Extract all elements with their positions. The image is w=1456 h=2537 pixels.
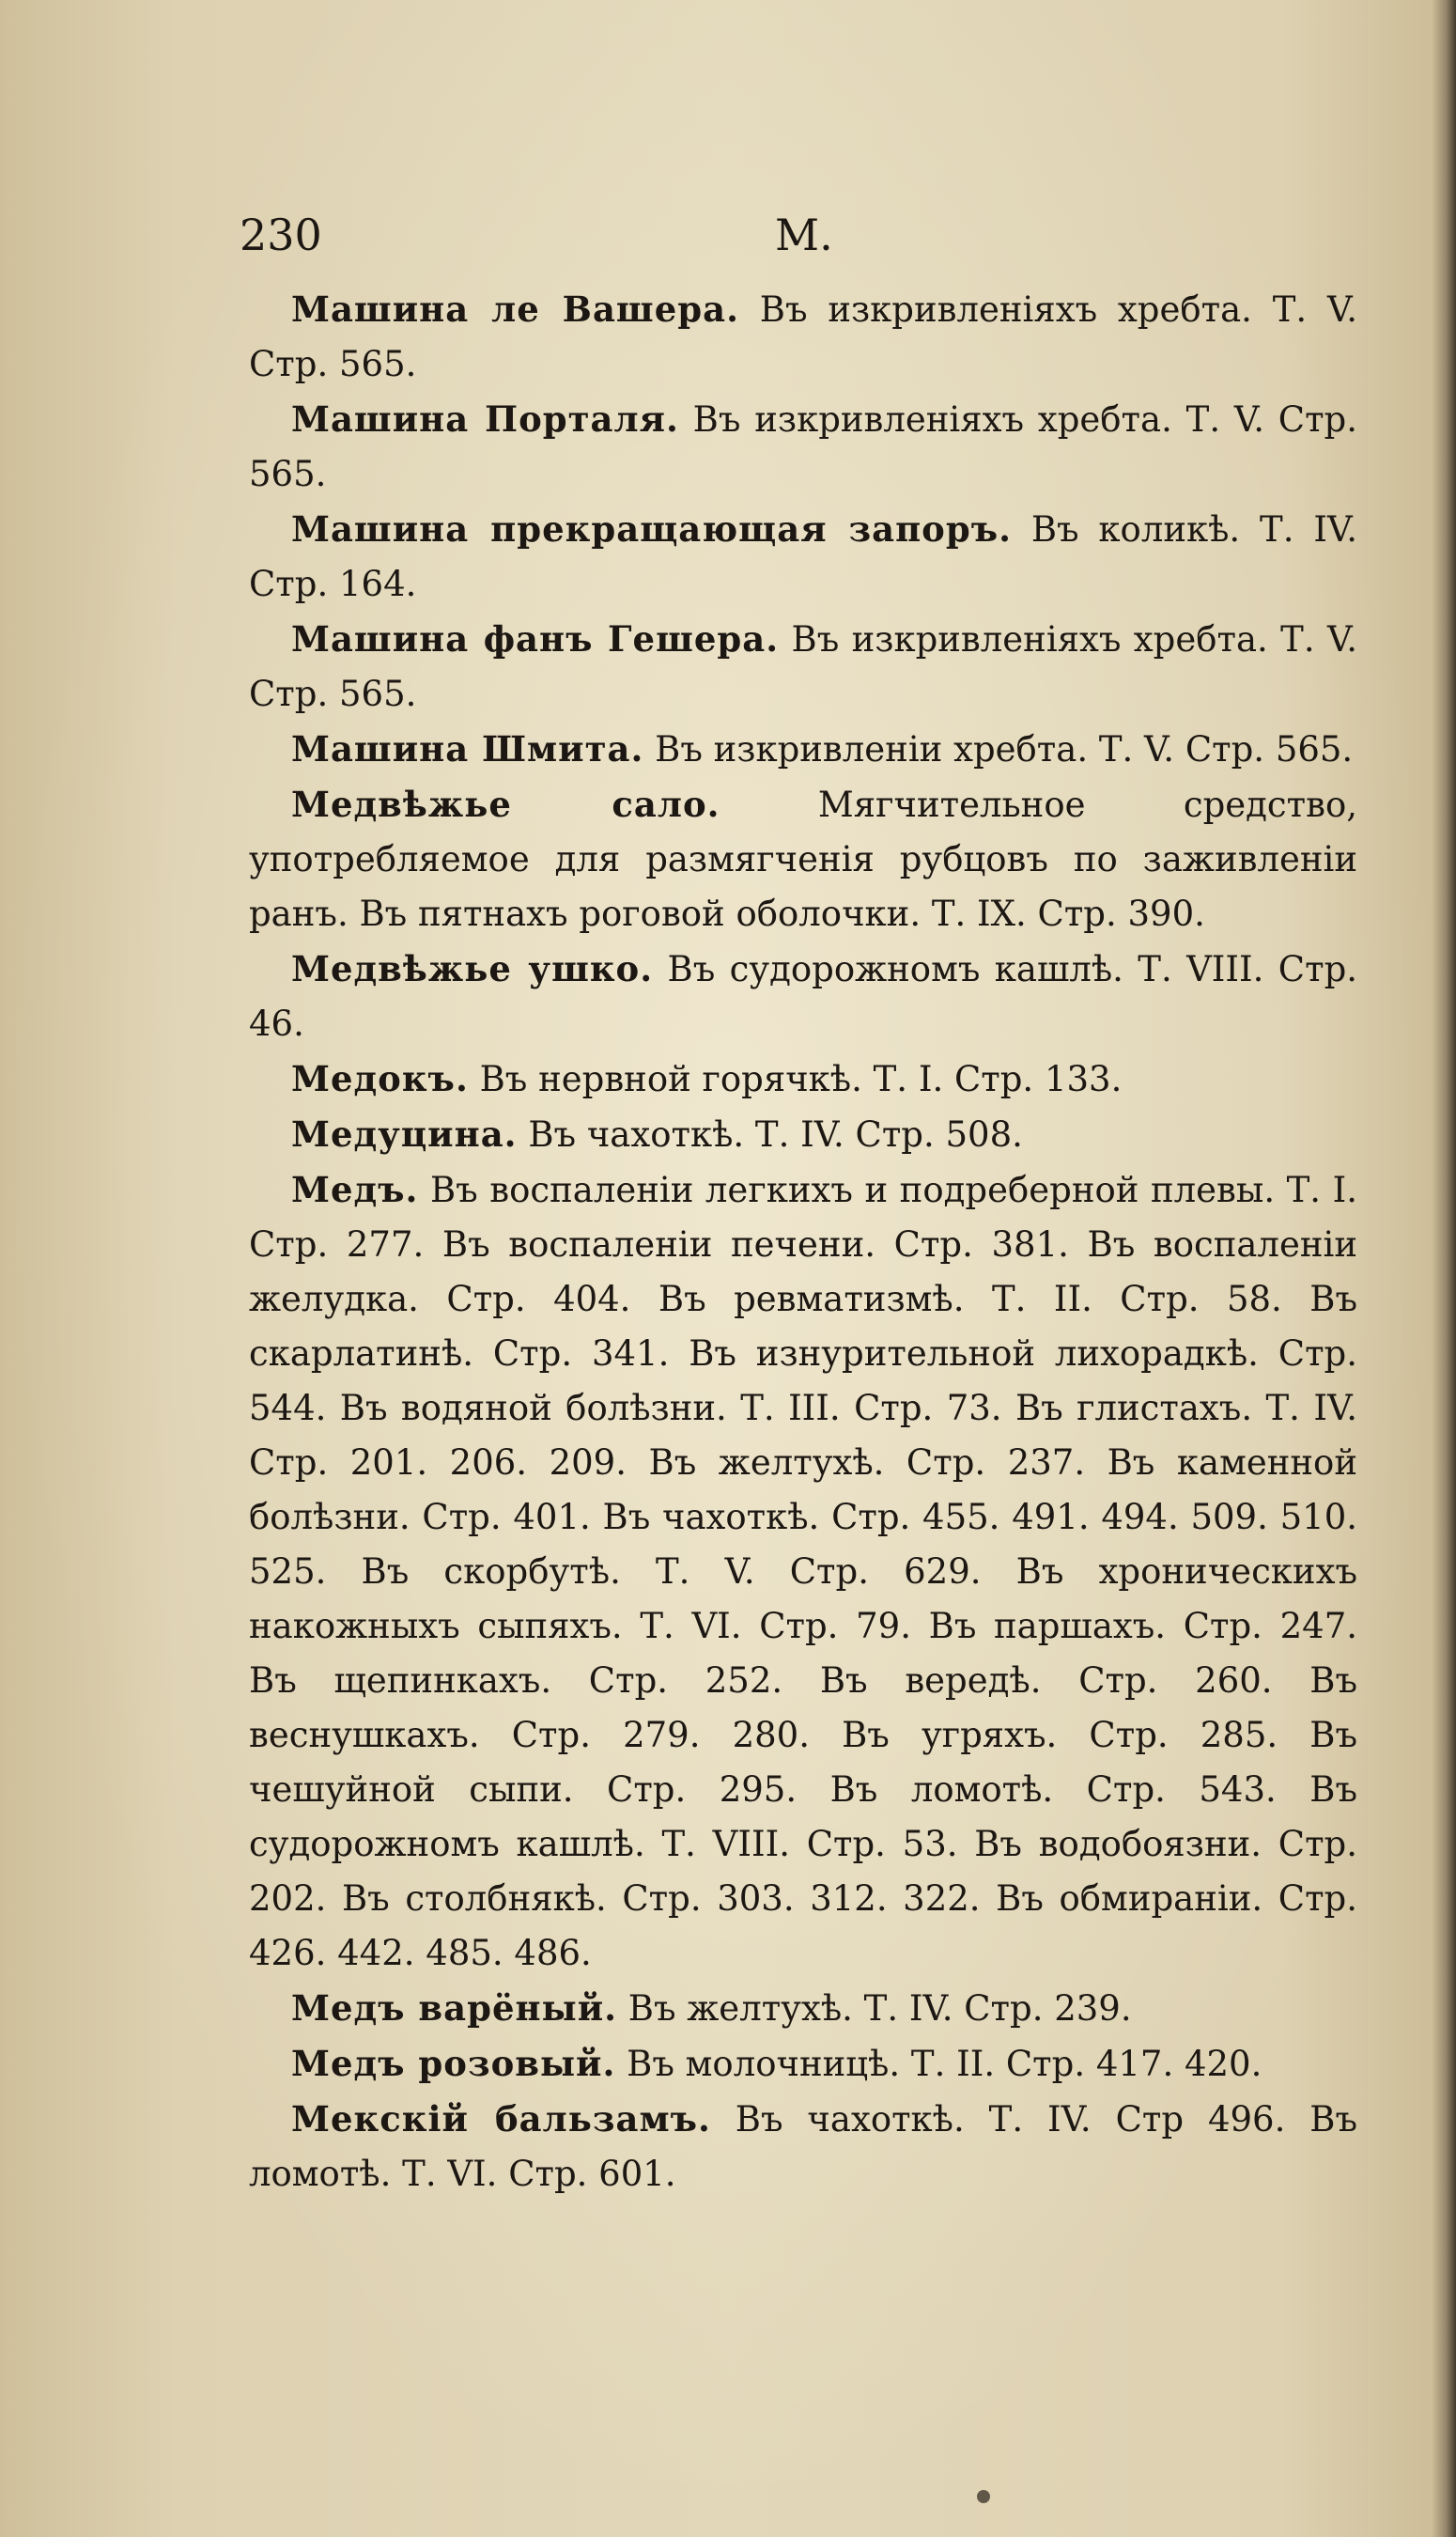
entry-text: Въ воспаленіи легкихъ и подреберной плевы. Т. I. Стр. 277. Въ воспаленіи печени. Стр. 381. Въ воспаленіи желудка. Стр. 404. Въ ревматизмѣ. Т. II. Стр. 58. Въ скарлатинѣ. Стр. 341. Въ изнурительной лихорадкѣ. Стр. 544. Въ водяной болѣзни. Т. III. Стр. 73. Въ глистахъ. Т. IV. Стр. 201. 206. 209. Въ желтухѣ. Стр. 237. Въ каменной болѣзни. Стр. 401. Въ чахоткѣ. Стр. 455. 491. 494. 509. 510. 525. Въ скорбутѣ. Т. V. Стр. 629. Въ хроническихъ накожныхъ сыпяхъ. Т. VI. Стр. 79. Въ паршахъ. Стр. 247. Въ щепинкахъ. Стр. 252. Въ вередѣ. Стр. 260. Въ веснушкахъ. Стр. 279. 280. Въ угряхъ. Стр. 285. Въ чешуйной сыпи. Стр. 295. Въ ломотѣ. Стр. 543. Въ судорожномъ кашлѣ. Т. VIII. Стр. 53. Въ водобоязни. Стр. 202. Въ столбнякѣ. Стр. 303. 312. 322. Въ обмираніи. Стр. 426. 442. 485. 486. — [249, 1170, 1357, 1973]
entry-text: Въ желтухѣ. Т. IV. Стр. 239. — [627, 1988, 1132, 2029]
entry-headword: Медвѣжье сало. — [291, 784, 720, 825]
entry-text: Мягчительное средство, употребляемое для размягченія рубцовъ по заживленіи ранъ. Въ пятнахъ роговой оболочки. Т. IX. Стр. 390. — [249, 785, 1357, 934]
entry-text: Въ изкривленіяхъ хребта. Т. V. Стр. 565. — [249, 289, 1357, 384]
index-entry — [249, 392, 1357, 502]
index-entry — [249, 942, 1357, 1051]
entry-text: Въ изкривленіи хребта. Т. V. Стр. 565. — [655, 729, 1354, 770]
entry-headword: Машина прекращающая запоръ. — [291, 508, 1012, 550]
running-head-letter: М. — [775, 210, 833, 260]
entry-headword: Машина ле Вашера. — [291, 288, 739, 330]
index-entry — [249, 777, 1357, 942]
index-entry — [249, 2092, 1357, 2202]
index-entry — [249, 1051, 1357, 1107]
ink-blot — [977, 2490, 990, 2503]
entry-headword: Медокъ. — [291, 1058, 469, 1099]
entry-text: Въ судорожномъ кашлѣ. Т. VIII. Стр. 46. — [249, 949, 1358, 1044]
entry-headword: Машина Шмита. — [291, 728, 644, 770]
entry-text: Въ чахоткѣ. Т. IV. Стр 496. Въ ломотѣ. Т. VI. Стр. 601. — [249, 2099, 1357, 2194]
entry-text: Въ изкривленіяхъ хребта. Т. V. Стр. 565. — [249, 399, 1357, 494]
index-entry — [249, 722, 1357, 777]
page-number: 230 — [240, 210, 322, 260]
entry-headword: Мекскій бальзамъ. — [291, 2098, 711, 2140]
index-entry — [249, 612, 1357, 722]
entry-headword: Машина фанъ Гешера. — [291, 618, 780, 660]
entry-headword: Машина Порталя. — [291, 398, 679, 440]
entry-text: Въ коликѣ. Т. IV. Стр. 164. — [249, 509, 1357, 604]
entry-text: Въ изкривленіяхъ хребта. Т. V. Стр. 565. — [249, 619, 1358, 714]
page-edge-shadow — [1432, 0, 1456, 2537]
index-entry — [249, 1981, 1357, 2036]
index-entry — [249, 2036, 1357, 2092]
index-entries — [249, 282, 1357, 2202]
entry-headword: Медъ варёный. — [291, 1987, 618, 2029]
index-entry — [249, 1107, 1357, 1162]
index-entry — [249, 1162, 1357, 1981]
page-header — [240, 207, 1357, 263]
entry-text: Въ молочницѣ. Т. II. Стр. 417. 420. — [627, 2044, 1262, 2084]
entry-headword: Медъ розовый. — [291, 2043, 616, 2084]
entry-headword: Медвѣжье ушко. — [291, 948, 654, 989]
entry-headword: Медъ. — [291, 1169, 419, 1210]
index-entry — [249, 502, 1357, 612]
entry-headword: Медуцина. — [291, 1113, 518, 1155]
entry-text: Въ нервной горячкѣ. Т. I. Стр. 133. — [479, 1059, 1123, 1099]
index-entry — [249, 282, 1357, 392]
entry-text: Въ чахоткѣ. Т. IV. Стр. 508. — [528, 1114, 1023, 1155]
